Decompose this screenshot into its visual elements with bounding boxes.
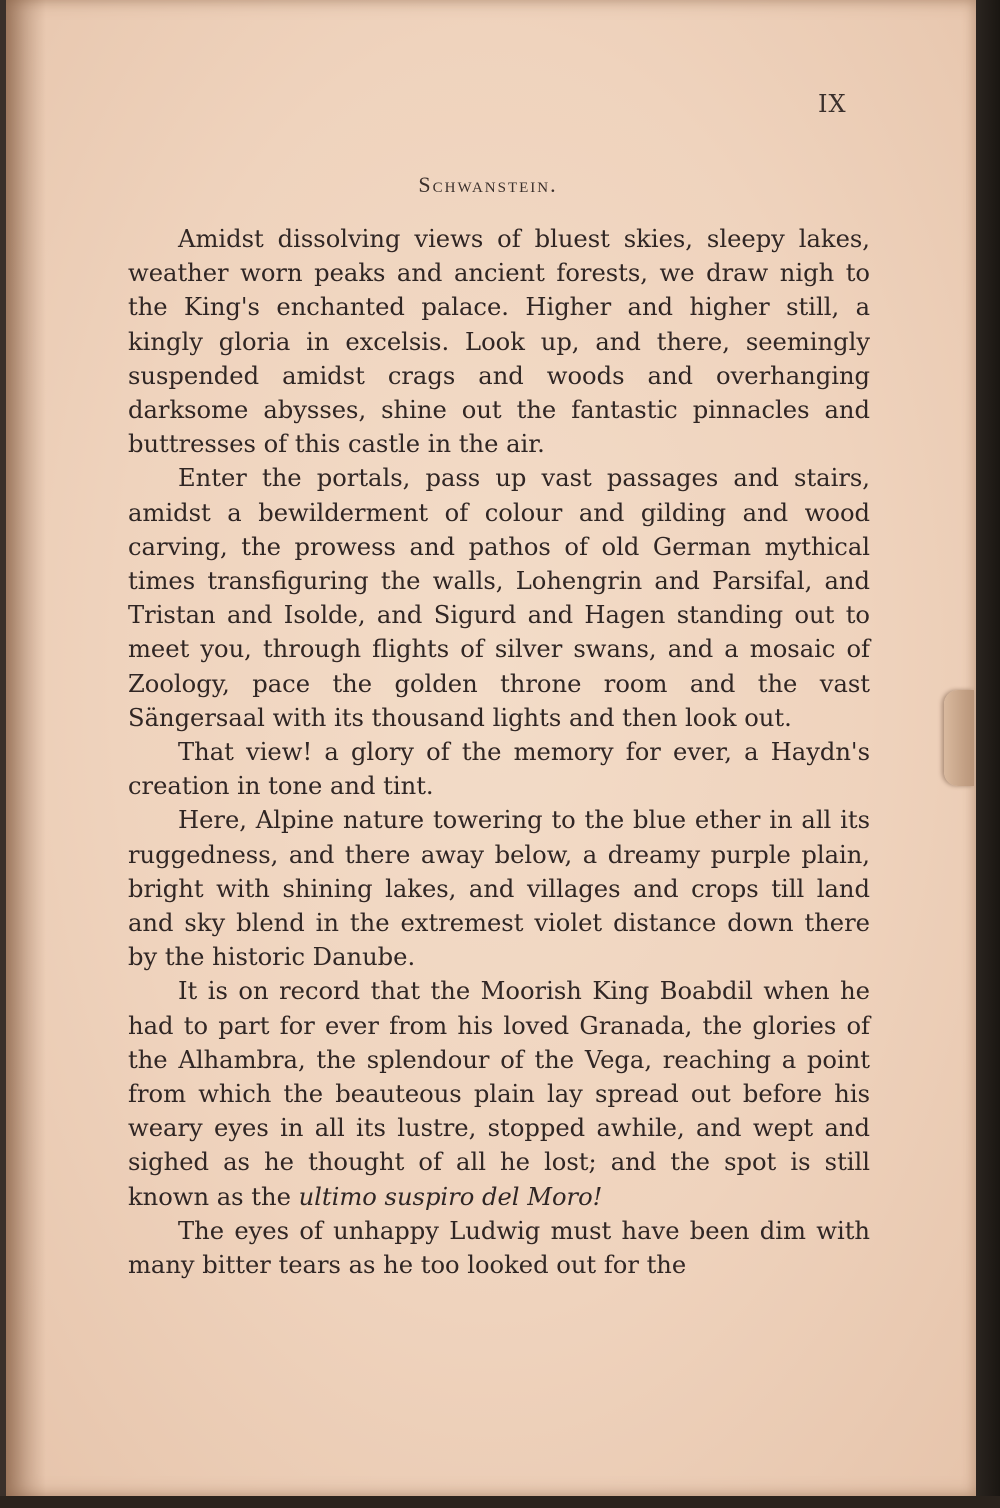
chapter-heading: Schwanstein.	[418, 172, 558, 197]
body-text	[128, 222, 870, 1282]
scan-right-edge	[976, 0, 1000, 1508]
scan-bottom-edge	[0, 1496, 1000, 1508]
paragraph: Here, Alpine nature towering to the blue ether in all its ruggedness, and there away below, a dreamy purple plain, bright with shining lakes, and villages and crops till land and sky blend in the extremest violet distance down there by the historic Danube.	[128, 806, 870, 972]
gutter-shadow	[6, 0, 46, 1496]
italic-phrase: ultimo suspiro del Moro!	[298, 1182, 603, 1211]
page-number: IX	[818, 90, 847, 118]
paragraph: Enter the portals, pass up vast passages and stairs, amidst a bewilderment of colour and gilding and wood carving, the prowess and pathos of old German mythical times transfiguring the walls, Lohengrin and Parsifal, and Tristan and Isolde, and Sigurd and Hagen standing out to meet you, through flights of silver swans, and a mosaic of Zoology, pace the golden throne room and the vast Sängersaal with its thousand lights and then look out.	[128, 464, 870, 732]
paragraph: Amidst dissolving views of bluest skies, sleepy lakes, weather worn peaks and ancient forests, we draw nigh to the King's enchanted palace. Higher and higher still, a kingly gloria in excelsis. Look up, and there, seemingly suspended amidst crags and woods and overhanging darksome abysses, shine out the fantastic pinnacles and buttresses of this castle in the air.	[128, 225, 870, 459]
page-tab-marker	[944, 690, 974, 786]
book-page	[6, 0, 976, 1496]
paragraph-text: It is on record that the Moorish King Boabdil when he had to part for ever from his loved Granada, the glories of the Alhambra, the splendour of the Vega, reaching a point from which the beauteous plain lay spread out before his weary eyes in all its lustre, stopped awhile, and wept and sighed as he thought of all he lost; and the spot is still known as the	[128, 977, 870, 1211]
paragraph: The eyes of unhappy Ludwig must have been dim with many bitter tears as he too looked out for the	[128, 1216, 870, 1280]
paragraph: That view! a glory of the memory for ever, a Haydn's creation in tone and tint.	[128, 738, 870, 801]
paragraph	[128, 974, 870, 1213]
